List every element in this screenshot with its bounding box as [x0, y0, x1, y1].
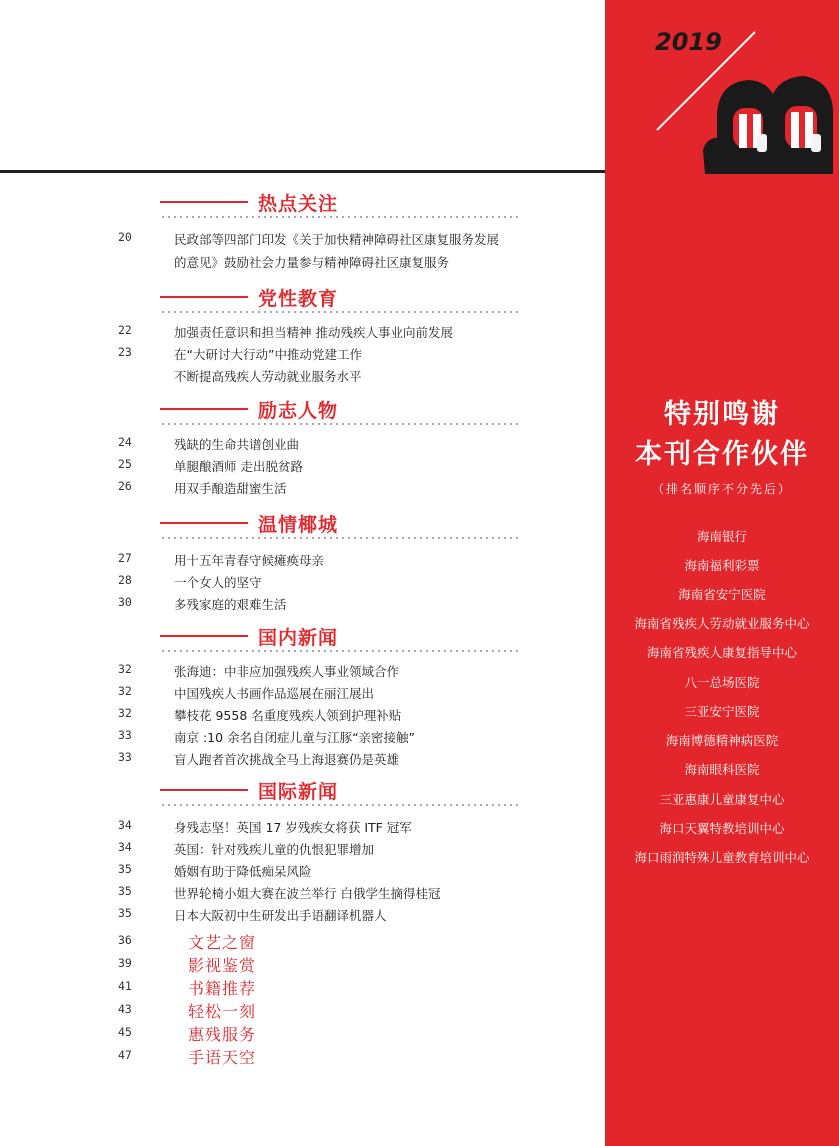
- toc-entry-title: 加强责任意识和担当精神 推动残疾人事业向前发展: [174, 325, 453, 340]
- toc-page-number: 33: [118, 750, 132, 764]
- toc-entry[interactable]: [118, 684, 598, 704]
- toc-entry[interactable]: [118, 435, 598, 455]
- toc-entry-title: 英国：针对残疾儿童的仇恨犯罪增加: [174, 842, 375, 857]
- section-dash: [160, 201, 248, 203]
- toc-entry[interactable]: [118, 750, 598, 770]
- section-title: 温情椰城: [258, 514, 339, 536]
- toc-entry-title: 张海迪：中非应加强残疾人事业领域合作: [174, 664, 400, 679]
- column-page-number: 45: [118, 1025, 132, 1039]
- column-page-number: 47: [118, 1048, 132, 1062]
- toc-entry[interactable]: [118, 230, 598, 250]
- partner-item: 海口天翼特教培训中心: [659, 821, 785, 836]
- toc-page-number: 35: [118, 884, 132, 898]
- toc-entry-title: 攀枝花 9558 名重度残疾人领到护理补贴: [174, 708, 402, 723]
- toc-entry[interactable]: [118, 818, 598, 838]
- toc-page-number: 23: [118, 345, 132, 359]
- toc-entry[interactable]: [118, 706, 598, 726]
- column-page-number: 36: [118, 933, 132, 947]
- toc-entry-title: 单腿酿酒师 走出脱贫路: [174, 459, 303, 474]
- toc-entry[interactable]: [118, 906, 598, 926]
- toc-entry[interactable]: [118, 662, 598, 682]
- column-entry[interactable]: [118, 930, 418, 952]
- column-title: 惠残服务: [188, 1025, 257, 1044]
- toc-entry[interactable]: [118, 884, 598, 904]
- toc-entry-title: 一个女人的坚守: [174, 575, 262, 590]
- section-dotted-divider: [160, 216, 518, 218]
- toc-entry-title: 多残家庭的艰难生活: [174, 597, 287, 612]
- column-page-number: 39: [118, 956, 132, 970]
- partner-item: 三亚安宁医院: [684, 704, 760, 719]
- toc-page-number: 32: [118, 706, 132, 720]
- toc-entry[interactable]: [118, 595, 598, 615]
- partner-item: 八一总场医院: [684, 675, 760, 690]
- faces-illustration-icon: [645, 24, 835, 174]
- toc-page-number: 35: [118, 862, 132, 876]
- section-dash: [160, 789, 248, 791]
- section-dotted-divider: [160, 423, 518, 425]
- section-dotted-divider: [160, 311, 518, 313]
- section-title: 热点关注: [258, 193, 339, 215]
- toc-entry-title: 盲人跑者首次挑战全马上海退赛仍是英雄: [174, 752, 400, 767]
- toc-entry[interactable]: [118, 551, 598, 571]
- toc-page-number: 22: [118, 323, 132, 337]
- partner-item: 海南省安宁医院: [678, 587, 766, 602]
- toc-entry-title: 的意见》鼓励社会力量参与精神障碍社区康复服务: [174, 255, 450, 270]
- partner-item: 海南博德精神病医院: [665, 733, 779, 748]
- toc-entry[interactable]: [118, 479, 598, 499]
- toc-entry-title: 民政部等四部门印发《关于加快精神障碍社区康复服务发展: [174, 232, 500, 247]
- column-title: 手语天空: [188, 1048, 257, 1067]
- partner-item: 海南眼科医院: [684, 762, 760, 777]
- partner-item: 三亚惠康儿童康复中心: [659, 792, 785, 807]
- toc-entry-title: 用十五年青春守候瘫痪母亲: [174, 553, 325, 568]
- section-title: 国内新闻: [258, 627, 339, 649]
- section-title: 党性教育: [258, 288, 339, 310]
- section-header-hotspot: [160, 189, 520, 215]
- section-header-coconut-city: [160, 510, 520, 536]
- partner-item: 海南银行: [696, 529, 747, 544]
- section-header-international-news: [160, 777, 520, 803]
- toc-entry-title: 南京 :10 余名自闭症儿童与江豚“亲密接触”: [174, 730, 416, 745]
- thanks-heading: 特别鸣谢: [664, 399, 780, 430]
- toc-entry-title: 不断提高残疾人劳动就业服务水平: [174, 369, 362, 384]
- section-dash: [160, 522, 248, 524]
- column-page-number: 43: [118, 1002, 132, 1016]
- column-entry[interactable]: [118, 1022, 418, 1044]
- column-entry[interactable]: [118, 1045, 418, 1067]
- column-entry[interactable]: [118, 953, 418, 975]
- toc-entry-title: 用双手酿造甜蜜生活: [174, 481, 287, 496]
- column-title: 影视鉴赏: [188, 956, 257, 975]
- partner-item: 海南福利彩票: [684, 558, 760, 573]
- section-header-domestic-news: [160, 623, 520, 649]
- toc-entry[interactable]: [118, 840, 598, 860]
- column-entry[interactable]: [118, 999, 418, 1021]
- partners-heading: 本刊合作伙伴: [635, 439, 809, 470]
- toc-page-number: 25: [118, 457, 132, 471]
- section-dotted-divider: [160, 650, 518, 652]
- section-header-party-education: [160, 284, 520, 310]
- toc-entry-title: 日本大阪初中生研发出手语翻译机器人: [174, 908, 387, 923]
- section-title: 励志人物: [258, 400, 339, 422]
- section-header-inspiring-people: [160, 396, 520, 422]
- partner-item: 海口雨润特殊儿童教育培训中心: [634, 850, 810, 865]
- toc-page-number: 28: [118, 573, 132, 587]
- column-title: 文艺之窗: [188, 933, 257, 952]
- toc-entry[interactable]: [118, 323, 598, 343]
- column-entry[interactable]: [118, 976, 418, 998]
- toc-page-number: 32: [118, 684, 132, 698]
- section-title: 国际新闻: [258, 781, 339, 803]
- section-dotted-divider: [160, 537, 518, 539]
- column-title: 书籍推荐: [188, 979, 257, 998]
- toc-entry-title: 婚姻有助于降低痴呆风险: [174, 864, 312, 879]
- section-dotted-divider: [160, 804, 518, 806]
- toc-entry[interactable]: [118, 253, 598, 273]
- toc-page-number: 33: [118, 728, 132, 742]
- section-dash: [160, 635, 248, 637]
- year-label: 2019: [655, 28, 722, 56]
- toc-entry[interactable]: [118, 862, 598, 882]
- toc-page-number: 34: [118, 818, 132, 832]
- header-rule: [0, 170, 605, 173]
- toc-page-number: 32: [118, 662, 132, 676]
- toc-entry[interactable]: [118, 728, 598, 748]
- partner-item: 海南省残疾人劳动就业服务中心: [634, 616, 810, 631]
- toc-entry-title: 中国残疾人书画作品巡展在丽江展出: [174, 686, 375, 701]
- toc-page-number: 20: [118, 230, 132, 244]
- sidebar-partners-panel: [605, 0, 839, 1146]
- toc-page-number: 34: [118, 840, 132, 854]
- partner-item: 海南省残疾人康复指导中心: [646, 645, 797, 660]
- toc-entry[interactable]: [118, 573, 598, 593]
- section-dash: [160, 296, 248, 298]
- section-dash: [160, 408, 248, 410]
- ranking-note: （排名顺序不分先后）: [651, 482, 792, 496]
- toc-page-number: 30: [118, 595, 132, 609]
- toc-entry-title: 残缺的生命共谱创业曲: [174, 437, 300, 452]
- toc-page-number: 26: [118, 479, 132, 493]
- toc-page-number: 27: [118, 551, 132, 565]
- toc-page-number: 24: [118, 435, 132, 449]
- toc-entry[interactable]: [118, 345, 598, 365]
- toc-entry-title: 在“大研讨大行动”中推动党建工作: [174, 347, 362, 362]
- toc-entry[interactable]: [118, 367, 598, 387]
- toc-entry[interactable]: [118, 457, 598, 477]
- toc-entry-title: 身残志坚！英国 17 岁残疾女将获 ITF 冠军: [174, 820, 412, 835]
- column-title: 轻松一刻: [188, 1002, 257, 1021]
- column-page-number: 41: [118, 979, 132, 993]
- toc-page-number: 35: [118, 906, 132, 920]
- toc-entry-title: 世界轮椅小姐大赛在波兰举行 白俄学生摘得桂冠: [174, 886, 441, 901]
